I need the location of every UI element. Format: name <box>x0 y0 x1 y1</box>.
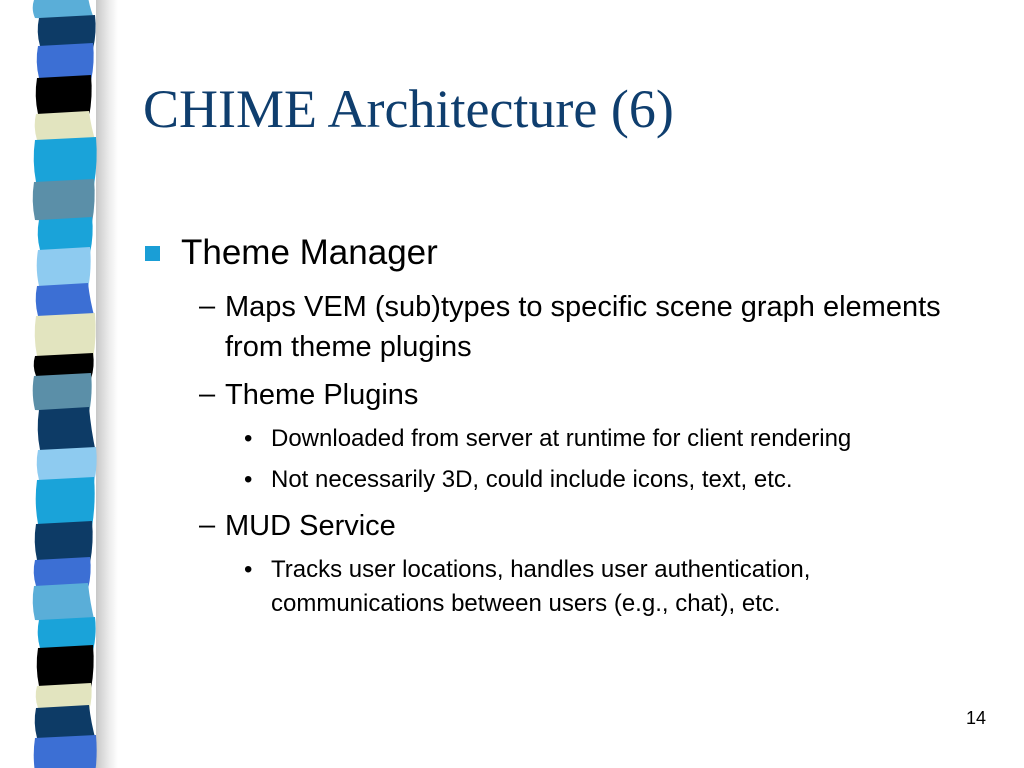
decorative-stripe <box>0 0 100 768</box>
stripe-segment <box>37 43 94 81</box>
stripe-segment <box>35 313 96 359</box>
item-not-necessarily-3d: Not necessarily 3D, could include icons, text, etc. <box>271 466 793 493</box>
subbullet-theme-plugins: Theme Plugins <box>225 379 419 411</box>
stripe-segment <box>35 521 93 563</box>
dash-marker: – <box>199 509 216 541</box>
stripe-segment <box>34 735 97 768</box>
bullet-theme-manager: Theme Manager <box>181 233 438 272</box>
subbullet-maps-vem: Maps VEM (sub)types to specific scene graph elements from theme plugins <box>225 291 941 363</box>
stripe-segment <box>34 137 97 185</box>
square-bullet-icon <box>145 246 160 261</box>
dot-marker: • <box>244 425 253 452</box>
item-tracks-user: Tracks user locations, handles user authentication, communications between users (e.g., chat), etc. <box>271 556 811 617</box>
dash-marker: – <box>199 290 216 322</box>
stripe-segment <box>33 583 95 623</box>
item-downloaded: Downloaded from server at runtime for client rendering <box>271 425 852 452</box>
stripe-segment <box>33 179 95 223</box>
dot-marker: • <box>244 556 253 583</box>
stripe-segment <box>33 373 92 413</box>
stripe-segment <box>37 645 94 689</box>
stripe-segment <box>38 407 96 453</box>
page-number: 14 <box>966 708 987 728</box>
stripe-segment <box>36 477 95 527</box>
dot-marker: • <box>244 466 253 493</box>
subbullet-mud-service: MUD Service <box>225 510 396 542</box>
dash-marker: – <box>199 378 216 410</box>
stripe-segment <box>36 75 92 117</box>
slide-title: CHIME Architecture (6) <box>143 79 674 139</box>
stripe-segment <box>37 247 91 289</box>
